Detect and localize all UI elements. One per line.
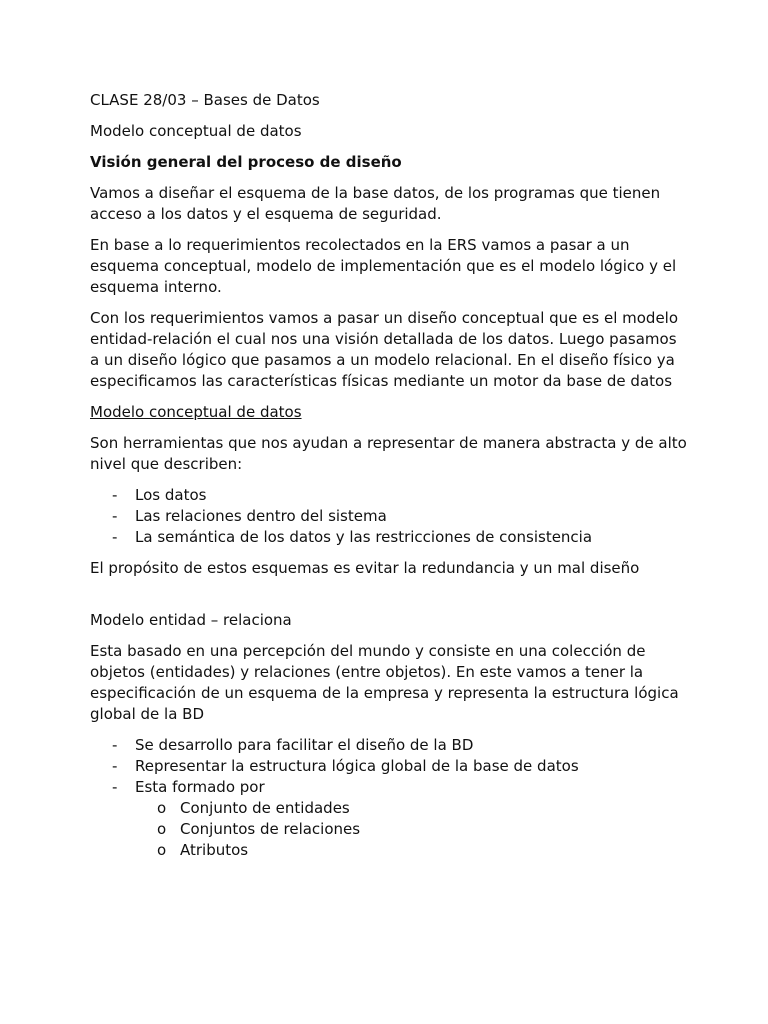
list-item-text: Las relaciones dentro del sistema bbox=[135, 507, 387, 525]
dash-marker: - bbox=[112, 757, 118, 775]
circle-marker: o bbox=[157, 820, 167, 838]
conceptual-model-list bbox=[90, 485, 690, 548]
list-item bbox=[90, 485, 690, 506]
list-item bbox=[90, 777, 690, 861]
sublist-item-text: Conjuntos de relaciones bbox=[180, 820, 361, 838]
dash-marker: - bbox=[112, 778, 118, 796]
section-heading-entity-relation: Modelo entidad – relaciona bbox=[90, 611, 292, 629]
sublist-item bbox=[135, 840, 690, 861]
section-heading-overview: Visión general del proceso de diseño bbox=[90, 153, 402, 171]
document-page bbox=[90, 90, 690, 871]
list-item bbox=[90, 527, 690, 548]
list-item-text: Los datos bbox=[135, 486, 207, 504]
conceptual-model-conclusion: El propósito de estos esquemas es evitar la redundancia y un mal diseño bbox=[90, 559, 640, 577]
entity-relation-sublist bbox=[135, 798, 690, 861]
sublist-item-text: Atributos bbox=[180, 841, 249, 859]
dash-marker: - bbox=[112, 507, 118, 525]
document-title: CLASE 28/03 – Bases de Datos bbox=[90, 91, 320, 109]
dash-marker: - bbox=[112, 528, 118, 546]
paragraph-2: En base a lo requerimientos recolectados en la ERS vamos a pasar a un esquema conceptual, modelo de implementación que es el modelo lógico y el esquema interno. bbox=[90, 236, 677, 296]
list-item-text: La semántica de los datos y las restricciones de consistencia bbox=[135, 528, 593, 546]
dash-marker: - bbox=[112, 736, 118, 754]
entity-relation-intro: Esta basado en una percepción del mundo y consiste en una colección de objetos (entidades) y relaciones (entre objetos). En este vamos a tener la especificación de un esquema de la empresa y representa la estructura lógica global de la BD bbox=[90, 642, 679, 723]
list-item bbox=[90, 756, 690, 777]
section-heading-conceptual-model: Modelo conceptual de datos bbox=[90, 403, 302, 421]
circle-marker: o bbox=[157, 799, 167, 817]
list-item bbox=[90, 735, 690, 756]
spacer bbox=[90, 589, 690, 610]
list-item-text: Esta formado por bbox=[135, 778, 265, 796]
document-subtitle: Modelo conceptual de datos bbox=[90, 122, 302, 140]
dash-marker: - bbox=[112, 486, 118, 504]
paragraph-1: Vamos a diseñar el esquema de la base datos, de los programas que tienen acceso a los datos y el esquema de seguridad. bbox=[90, 184, 661, 223]
sublist-item bbox=[135, 819, 690, 840]
sublist-item-text: Conjunto de entidades bbox=[180, 799, 350, 817]
list-item bbox=[90, 506, 690, 527]
entity-relation-list bbox=[90, 735, 690, 861]
paragraph-3: Con los requerimientos vamos a pasar un diseño conceptual que es el modelo entidad-relación el cual nos una visión detallada de los datos. Luego pasamos a un diseño lógico que pasamos a un modelo relacional. En el diseño físico ya especificamos las características físicas mediante un motor da base de datos bbox=[90, 309, 679, 390]
sublist-item bbox=[135, 798, 690, 819]
circle-marker: o bbox=[157, 841, 167, 859]
list-item-text: Representar la estructura lógica global de la base de datos bbox=[135, 757, 579, 775]
list-item-text: Se desarrollo para facilitar el diseño de la BD bbox=[135, 736, 474, 754]
conceptual-model-intro: Son herramientas que nos ayudan a representar de manera abstracta y de alto nivel que describen: bbox=[90, 434, 687, 473]
